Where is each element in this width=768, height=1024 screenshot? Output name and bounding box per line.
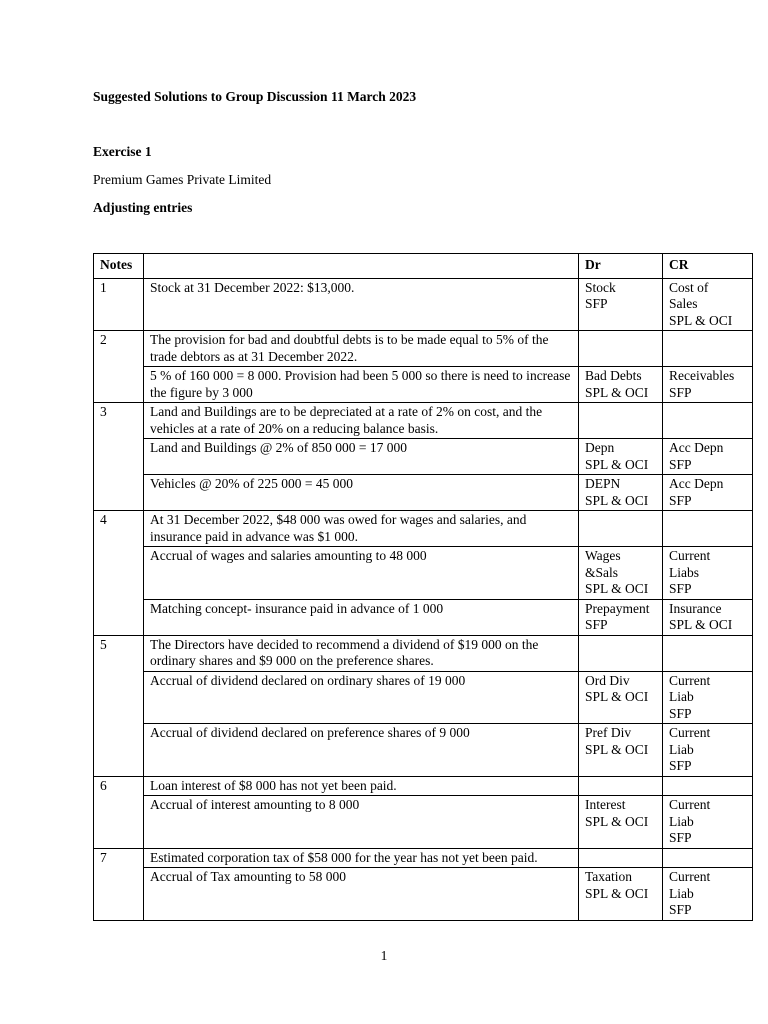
dr-account-line: Ord Div	[585, 672, 630, 688]
note-number: 1	[94, 278, 144, 331]
cr-account-line: SFP	[669, 902, 692, 917]
cr-account-line: Current	[669, 672, 711, 688]
table-row	[94, 848, 753, 868]
cr-account-line: Acc Depn	[669, 476, 724, 491]
table-row	[94, 796, 753, 849]
entry-description: Stock at 31 December 2022: $13,000.	[144, 278, 579, 331]
table-row	[94, 278, 753, 331]
header-description	[144, 254, 579, 279]
dr-account-line: Bad Debts	[585, 368, 642, 383]
cr-account-line: SPL & OCI	[669, 312, 733, 328]
exercise-heading: Exercise 1	[93, 144, 152, 159]
cr-account-line: Liab	[669, 689, 694, 704]
note-number: 2	[94, 331, 144, 403]
table-row	[94, 475, 753, 511]
entry-description: The Directors have decided to recommend a dividend of $19 000 on the ordinary shares and $9 000 on the preference shares.	[144, 635, 579, 671]
entry-description: Accrual of interest amounting to 8 000	[144, 796, 579, 849]
dr-account	[579, 599, 663, 635]
dr-account-line: Stock	[585, 279, 616, 295]
dr-account-line: SPL & OCI	[585, 456, 649, 472]
cr-account-line: Liab	[669, 885, 694, 901]
cr-account	[663, 724, 753, 777]
note-number: 4	[94, 511, 144, 636]
cr-account	[663, 439, 753, 475]
entry-description: Accrual of dividend declared on preference shares of 9 000	[144, 724, 579, 777]
cr-account-line: Liab	[669, 741, 694, 757]
dr-account	[579, 331, 663, 367]
dr-account	[579, 403, 663, 439]
table-row	[94, 776, 753, 796]
cr-account-line: SFP	[669, 705, 692, 721]
dr-account-line: SPL & OCI	[585, 885, 649, 901]
cr-account	[663, 635, 753, 671]
dr-account-line: Pref Div	[585, 725, 632, 740]
table-row	[94, 439, 753, 475]
cr-account	[663, 547, 753, 600]
cr-account-line: Current	[669, 797, 711, 812]
cr-account-line: Current	[669, 725, 711, 740]
dr-account-line: SPL & OCI	[585, 384, 649, 400]
table-row	[94, 868, 753, 921]
dr-account-line: SPL & OCI	[585, 492, 649, 508]
header-cr: CR	[663, 254, 753, 279]
cr-account-line: Acc Depn	[669, 440, 724, 455]
entry-description: Accrual of dividend declared on ordinary shares of 19 000	[144, 671, 579, 724]
header-notes: Notes	[94, 254, 144, 279]
dr-account-line: SPL & OCI	[585, 689, 649, 704]
cr-account	[663, 475, 753, 511]
cr-account-line: SFP	[669, 492, 692, 508]
cr-account-line: Insurance	[669, 600, 722, 616]
cr-account	[663, 331, 753, 367]
dr-account	[579, 278, 663, 331]
dr-account-line: SFP	[585, 296, 608, 311]
dr-account	[579, 796, 663, 849]
cr-account	[663, 776, 753, 796]
entry-description: Estimated corporation tax of $58 000 for the year has not yet been paid.	[144, 848, 579, 868]
table-row	[94, 367, 753, 403]
dr-account-line: &Sals	[585, 564, 619, 580]
entry-description: Land and Buildings are to be depreciated at a rate of 2% on cost, and the vehicles at a rate of 20% on a reducing balance basis.	[144, 403, 579, 439]
cr-account-line: SFP	[669, 384, 692, 400]
dr-account-line: SPL & OCI	[585, 741, 649, 757]
header-dr: Dr	[579, 254, 663, 279]
cr-account	[663, 511, 753, 547]
cr-account-line: Current	[669, 869, 711, 884]
cr-account-line: Liabs	[669, 564, 699, 580]
note-number: 3	[94, 403, 144, 511]
cr-account-line: Current	[669, 548, 711, 563]
section-heading: Adjusting entries	[93, 200, 193, 215]
cr-account-line: SFP	[669, 581, 692, 596]
page-number: 1	[380, 948, 388, 963]
table-row	[94, 547, 753, 600]
table-row	[94, 599, 753, 635]
document-title: Suggested Solutions to Group Discussion 11 March 2023	[93, 89, 417, 104]
dr-account-line: SPL & OCI	[585, 581, 649, 596]
dr-account	[579, 848, 663, 868]
entry-description: The provision for bad and doubtful debts is to be made equal to 5% of the trade debtors as at 31 December 2022.	[144, 331, 579, 367]
table-header-row	[94, 254, 753, 279]
cr-account-line: Receivables	[669, 368, 735, 383]
cr-account-line: SFP	[669, 758, 692, 773]
dr-account	[579, 475, 663, 511]
cr-account	[663, 671, 753, 724]
entry-description: Loan interest of $8 000 has not yet been paid.	[144, 776, 579, 796]
cr-account	[663, 848, 753, 868]
dr-account	[579, 547, 663, 600]
company-name: Premium Games Private Limited	[93, 172, 272, 187]
entry-description: Vehicles @ 20% of 225 000 = 45 000	[144, 475, 579, 511]
note-number: 7	[94, 848, 144, 920]
dr-account	[579, 671, 663, 724]
entry-description: Accrual of wages and salaries amounting to 48 000	[144, 547, 579, 600]
note-number: 6	[94, 776, 144, 848]
entry-description: Accrual of Tax amounting to 58 000	[144, 868, 579, 921]
dr-account-line: SPL & OCI	[585, 813, 649, 829]
dr-account	[579, 635, 663, 671]
dr-account	[579, 868, 663, 921]
cr-account	[663, 796, 753, 849]
entry-description: Land and Buildings @ 2% of 850 000 = 17 000	[144, 439, 579, 475]
dr-account-line: Taxation	[585, 869, 633, 884]
dr-account	[579, 776, 663, 796]
table-body	[94, 278, 753, 920]
table-row	[94, 403, 753, 439]
dr-account	[579, 367, 663, 403]
entry-description: 5 % of 160 000 = 8 000. Provision had been 5 000 so there is need to increase the figure by 3 000	[144, 367, 579, 403]
entry-description: Matching concept- insurance paid in advance of 1 000	[144, 599, 579, 635]
cr-account-line: Sales	[669, 296, 698, 311]
cr-account	[663, 403, 753, 439]
table-row	[94, 724, 753, 777]
cr-account	[663, 599, 753, 635]
cr-account-line: SFP	[669, 830, 692, 845]
entry-description: At 31 December 2022, $48 000 was owed for wages and salaries, and insurance paid in advance was $1 000.	[144, 511, 579, 547]
table-row	[94, 511, 753, 547]
cr-account-line: SFP	[669, 456, 692, 472]
cr-account-line: SPL & OCI	[669, 617, 733, 632]
dr-account-line: Wages	[585, 548, 621, 563]
cr-account	[663, 278, 753, 331]
table-row	[94, 331, 753, 367]
cr-account-line: Cost of	[669, 279, 709, 295]
dr-account	[579, 511, 663, 547]
adjusting-entries-table	[93, 253, 753, 921]
dr-account-line: SFP	[585, 617, 608, 632]
dr-account-line: DEPN	[585, 476, 621, 491]
dr-account	[579, 439, 663, 475]
dr-account-line: Prepayment	[585, 600, 650, 616]
table-row	[94, 635, 753, 671]
dr-account-line: Interest	[585, 797, 626, 812]
dr-account-line: Depn	[585, 440, 615, 455]
cr-account	[663, 367, 753, 403]
note-number: 5	[94, 635, 144, 776]
table-row	[94, 671, 753, 724]
cr-account-line: Liab	[669, 813, 694, 829]
cr-account	[663, 868, 753, 921]
dr-account	[579, 724, 663, 777]
